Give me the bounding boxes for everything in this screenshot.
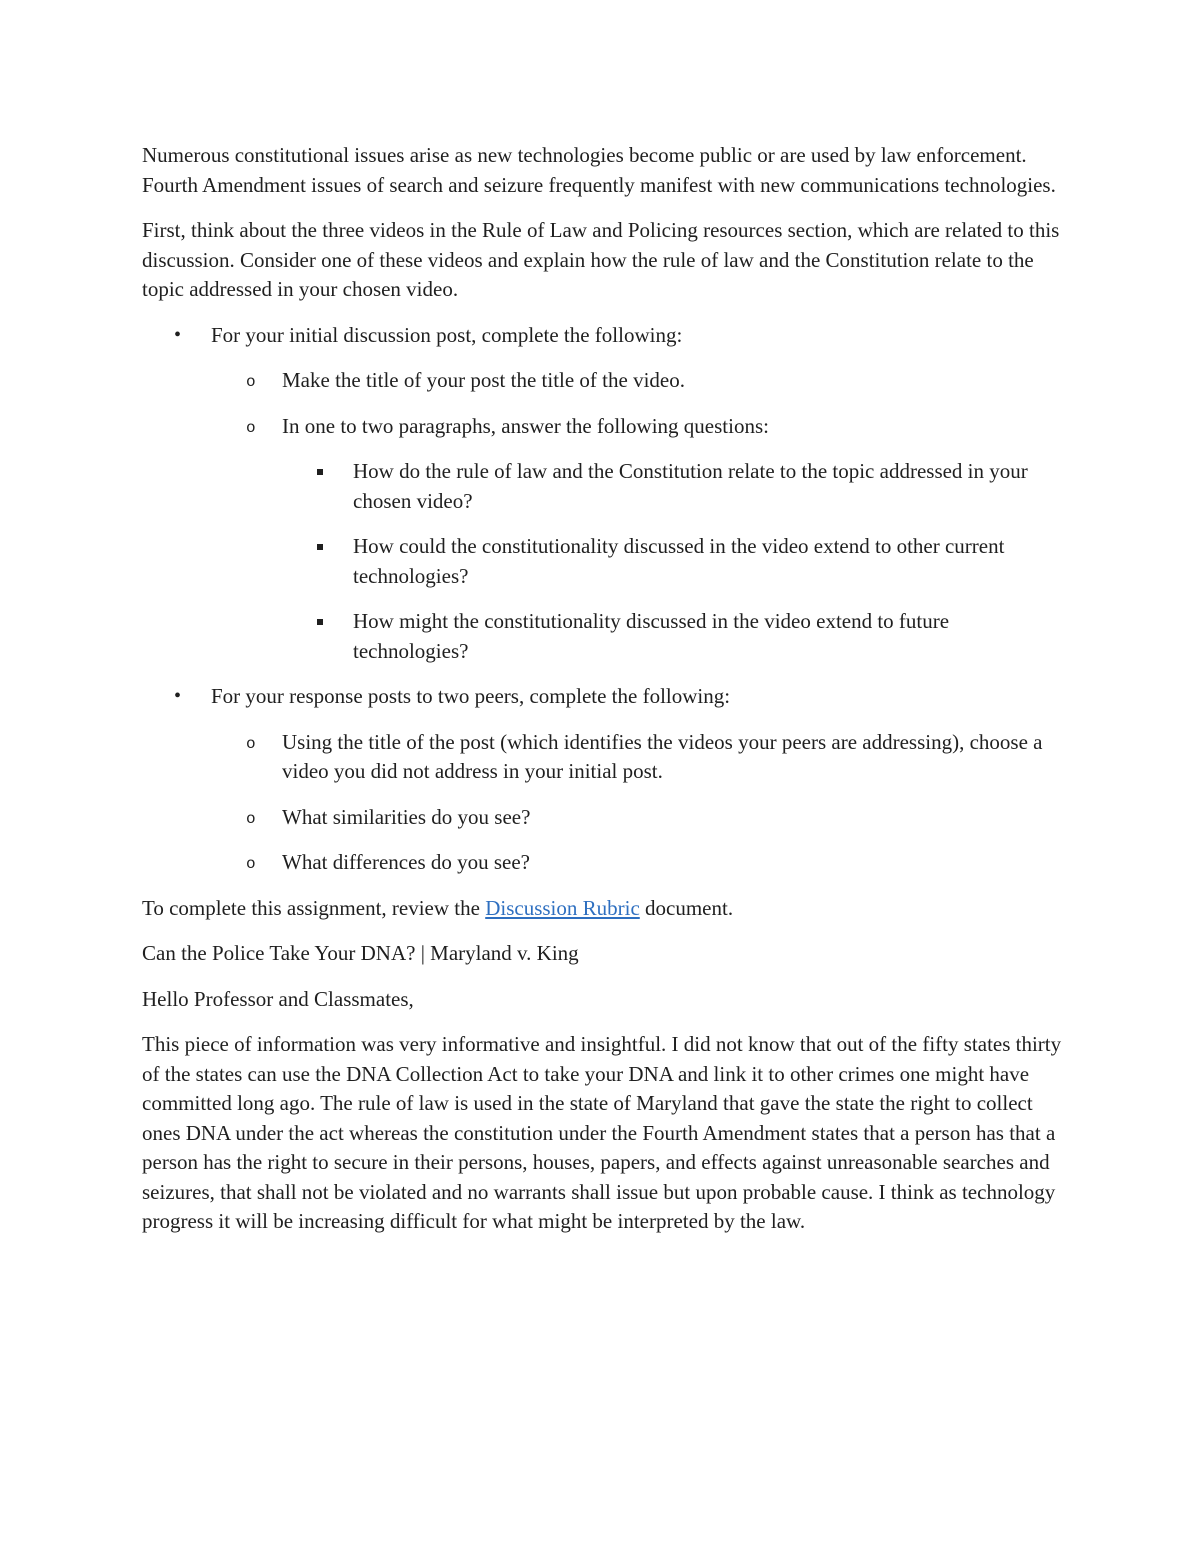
circle-bullet-icon: o: [246, 855, 256, 873]
response-post-item: [142, 682, 1062, 878]
initial-post-item: [142, 321, 1062, 667]
response-post-subitem: [211, 848, 1062, 878]
intro-paragraph-2: First, think about the three videos in the Rule of Law and Policing resources section, which are related to this discussion. Consider one of these videos and explain how the rule of law and the Constitution relate to the topic addressed in your chosen video.: [142, 218, 1060, 301]
bullet-icon: •: [174, 323, 182, 346]
response-post-sublist: [211, 728, 1062, 878]
rubric-suffix: document.: [639, 895, 734, 920]
square-bullet-icon: [317, 544, 323, 550]
square-bullet-icon: [317, 469, 323, 475]
question-item: [282, 532, 1062, 591]
post-greeting: Hello Professor and Classmates,: [142, 986, 414, 1011]
document-page: [142, 141, 1062, 1253]
bullet-icon: •: [174, 685, 182, 707]
post-body: This piece of information was very informative and insightful. I did not know that out of the fifty states thirty of the states can use the DNA Collection Act to take your DNA and link it to other crimes one might have committed long ago. The rule of law is used in the state of Maryland that gave the state the right to collect ones DNA under the act whereas the constitution under the Fourth Amendment states that a person has that a person has the right to secure in their persons, houses, papers, and effects against unreasonable searches and seizures, that shall not be violated and no warrants shall issue but upon probable cause. I think as technology progress it will be increasing difficult for what might be interpreted by the law.: [142, 1032, 1062, 1233]
question-item: [282, 607, 1062, 666]
question-text: How could the constitutionality discussed in the video extend to other current technologies?: [353, 534, 1005, 588]
initial-post-subitem-text: Make the title of your post the title of the video.: [282, 368, 685, 392]
question-text: How do the rule of law and the Constitution relate to the topic addressed in your chosen video?: [353, 459, 1028, 513]
circle-bullet-icon: o: [246, 373, 256, 391]
initial-post-subitem: [211, 412, 1062, 667]
rubric-paragraph: [142, 894, 1062, 924]
response-post-subitem: [211, 728, 1062, 787]
response-post-subitem-text: What similarities do you see?: [282, 804, 531, 829]
question-item: [282, 457, 1062, 516]
discussion-rubric-link[interactable]: Discussion Rubric: [485, 895, 640, 920]
initial-post-label: For your initial discussion post, complete the following:: [211, 322, 683, 347]
circle-bullet-icon: o: [246, 809, 256, 828]
rubric-prefix: To complete this assignment, review the: [142, 895, 486, 920]
question-text: How might the constitutionality discussed in the video extend to future technologies?: [353, 609, 950, 663]
response-post-subitem: [211, 803, 1062, 833]
response-post-label: For your response posts to two peers, complete the following:: [211, 684, 731, 708]
response-post-subitem-text: What differences do you see?: [282, 850, 531, 874]
instruction-list: [142, 321, 1062, 878]
circle-bullet-icon: o: [246, 734, 256, 753]
intro-paragraph-1: Numerous constitutional issues arise as new technologies become public or are used by law enforcement. Fourth Amendment issues of search and seizure frequently manifest with new communications technologies.: [142, 143, 1056, 197]
square-bullet-icon: [317, 619, 323, 625]
response-post-subitem-text: Using the title of the post (which identifies the videos your peers are addressing), choose a video you did not address in your initial post.: [282, 729, 1043, 783]
circle-bullet-icon: o: [246, 418, 256, 437]
question-list: [282, 457, 1062, 666]
post-title: Can the Police Take Your DNA? | Maryland v. King: [142, 941, 579, 965]
initial-post-sublist: [211, 366, 1062, 666]
initial-post-subitem-text: In one to two paragraphs, answer the following questions:: [282, 413, 769, 438]
initial-post-subitem: [211, 366, 1062, 396]
